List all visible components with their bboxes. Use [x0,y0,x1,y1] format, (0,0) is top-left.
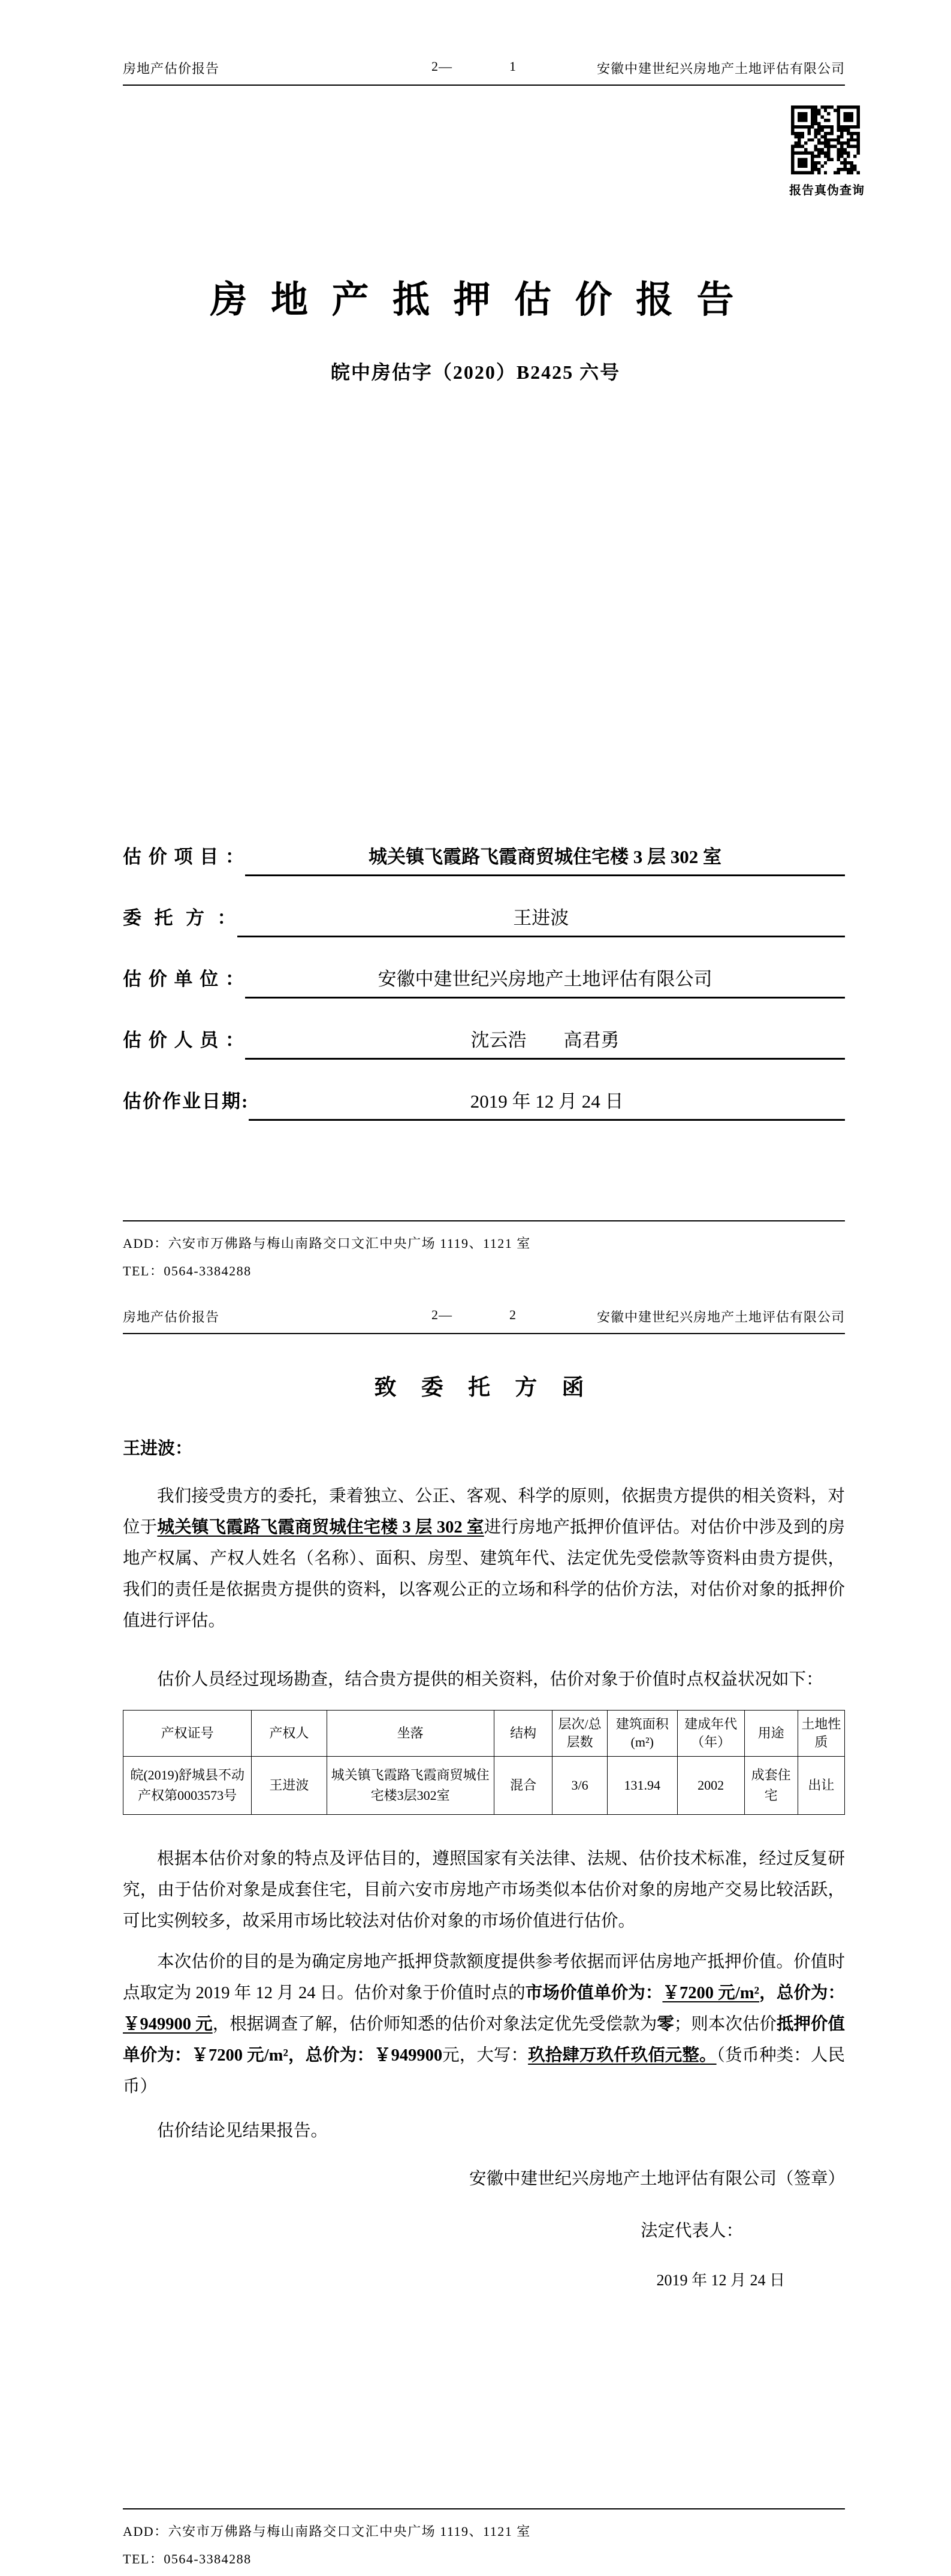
table-cell: 成套住宅 [744,1757,798,1815]
table-header-cell: 建筑面积(m²) [607,1711,677,1757]
field-label: 委 托 方 ： [123,907,237,928]
footer-tel: TEL：0564-3384288 [123,1263,252,1278]
text-segment: 市场价值单价为： [525,1984,663,2002]
report-number: 皖中房估字（2020）B2425 六号 [330,361,621,383]
field-value: 安徽中建世纪兴房地产土地评估有限公司 [245,964,845,999]
field-label: 估 价 人 员 ： [123,1030,245,1051]
header-page-no: 2 [509,1307,517,1322]
table-cell: 131.94 [607,1757,677,1815]
property-rights-table [123,1710,845,1815]
text-segment: 零 [657,2015,674,2034]
field-value: 城关镇飞霞路飞霞商贸城住宅楼 3 层 302 室 [245,841,845,876]
paragraph-valuation [123,1947,845,2103]
field-row-agency [123,964,845,999]
table-header-cell: 结构 [494,1711,553,1757]
table-cell: 皖(2019)舒城县不动产权第0003573号 [123,1757,252,1815]
field-value: 王进波 [237,903,846,937]
field-value: 2019 年 12 月 24 日 [249,1086,845,1121]
header-doc-type: 房地产估价报告 [123,61,220,76]
text-segment: ￥949900 元 [123,2015,213,2034]
salutation: 王进波： [123,1439,193,1458]
legal-representative-label: 法定代表人： [640,2222,743,2240]
table-header-row [123,1711,845,1757]
table-cell: 王进波 [252,1757,327,1815]
text-segment: （货币种类：人民币） [123,2046,845,2096]
header-page-prefix: 2— [431,59,452,74]
field-row-client [123,903,845,937]
field-row-appraisers [123,1025,845,1060]
text-segment: ￥7200 元/m² [662,1984,760,2002]
text-segment: 抵押价值单价为： [123,2015,845,2065]
cover-fields [123,841,845,1147]
table-cell: 城关镇飞霞路飞霞商贸城住宅楼3层302室 [327,1757,494,1815]
page-footer [123,1220,845,1285]
table-header-cell: 层次/总层数 [553,1711,608,1757]
page-header [123,1307,845,1334]
footer-address: ADD：六安市万佛路与梅山南路交口文汇中央广场 1119、1121 室 [123,1236,531,1251]
header-company-name: 安徽中建世纪兴房地产土地评估有限公司 [596,61,845,76]
table-header-cell: 用途 [744,1711,798,1757]
header-company-name: 安徽中建世纪兴房地产土地评估有限公司 [596,1310,845,1325]
letter-page-content [0,1288,951,2290]
table-cell: 2002 [677,1757,744,1815]
text-segment: 城关镇飞霞路飞霞商贸城住宅楼 3 层 302 室 [157,1518,484,1537]
qr-verification [789,105,865,198]
table-row [123,1757,845,1815]
header-doc-type: 房地产估价报告 [123,1310,220,1325]
qr-caption: 报告真伪查询 [789,184,865,197]
text-segment: ，总价为： [759,1984,845,2002]
table-header-cell: 建成年代（年） [677,1711,744,1757]
table-header-cell: 坐落 [327,1711,494,1757]
text-segment: 本次估价的目的是为确定房地产抵押贷款额度提供参考依据而评估房地产抵押价值。价值时点取定为 2019 年 12 月 24 日。估价对象于价值时点的 [123,1953,845,2002]
table-cell: 出让 [798,1757,844,1815]
report-title: 房 地 产 抵 押 估 价 报 告 [210,279,741,321]
table-header-cell: 产权人 [252,1711,327,1757]
field-value: 沈云浩 高君勇 [245,1025,845,1060]
text-segment: ，总价为： [288,2046,374,2065]
text-segment: 我们接受贵方的委托，秉着独立、公正、客观、科学的原则，依据贵方提供的相关资料，对位于 [123,1487,845,1537]
paragraph-survey: 估价人员经过现场勘查，结合贵方提供的相关资料，估价对象于价值时点权益状况如下： [157,1670,823,1689]
field-row-project [123,841,845,876]
text-segment: 元，大写： [442,2046,529,2065]
paragraph-commission [123,1481,845,1637]
header-page-number [431,59,517,74]
text-segment: 玖拾肆万玖仟玖佰元整。 [528,2046,717,2065]
footer-tel: TEL：0564-3384288 [123,2551,252,2566]
table-header-cell: 产权证号 [123,1711,252,1757]
header-page-prefix: 2— [431,1307,452,1322]
letter-page [0,1288,951,2576]
page-header [123,59,845,86]
text-segment: ；则本次估价 [674,2015,777,2034]
header-page-number [431,1307,517,1323]
table-header-cell: 土地性质 [798,1711,844,1757]
text-segment: ￥949900 [373,2046,443,2065]
page-footer [123,2508,845,2573]
signature-company: 安徽中建世纪兴房地产土地评估有限公司（签章） [469,2170,845,2188]
signature-date: 2019 年 12 月 24 日 [656,2272,785,2289]
letter-title: 致 委 托 方 函 [374,1376,594,1400]
field-label: 估价作业日期: [123,1091,249,1112]
text-segment: ￥7200 元/m² [191,2046,288,2065]
table-cell: 混合 [494,1757,553,1815]
field-row-date [123,1086,845,1121]
table-cell: 3/6 [553,1757,608,1815]
header-page-no: 1 [509,59,517,74]
paragraph-conclusion: 估价结论见结果报告。 [157,2122,328,2140]
text-segment: 进行房地产抵押价值评估。对估价中涉及到的房地产权属、产权人姓名（名称）、面积、房型、建筑年代、法定优先受偿款等资料由贵方提供，我们的责任是依据贵方提供的资料，以客观公正的立场和科学的估价方法，对估价对象的抵押价值进行评估。 [123,1518,845,1630]
field-label: 估 价 单 位 ： [123,969,245,990]
field-label: 估 价 项 目 ： [123,846,245,867]
paragraph-method: 根据本估价对象的特点及评估目的，遵照国家有关法律、法规、估价技术标准，经过反复研究，由于估价对象是成套住宅，目前六安市房地产市场类似本估价对象的房地产交易比较活跃，可比实例较多，故采用市场比较法对估价对象的市场价值进行估价。 [123,1850,845,1931]
footer-address: ADD：六安市万佛路与梅山南路交口文汇中央广场 1119、1121 室 [123,2524,531,2539]
qr-code-icon [791,105,860,174]
text-segment: ，根据调查了解，估价师知悉的估价对象法定优先受偿款为 [212,2015,657,2034]
